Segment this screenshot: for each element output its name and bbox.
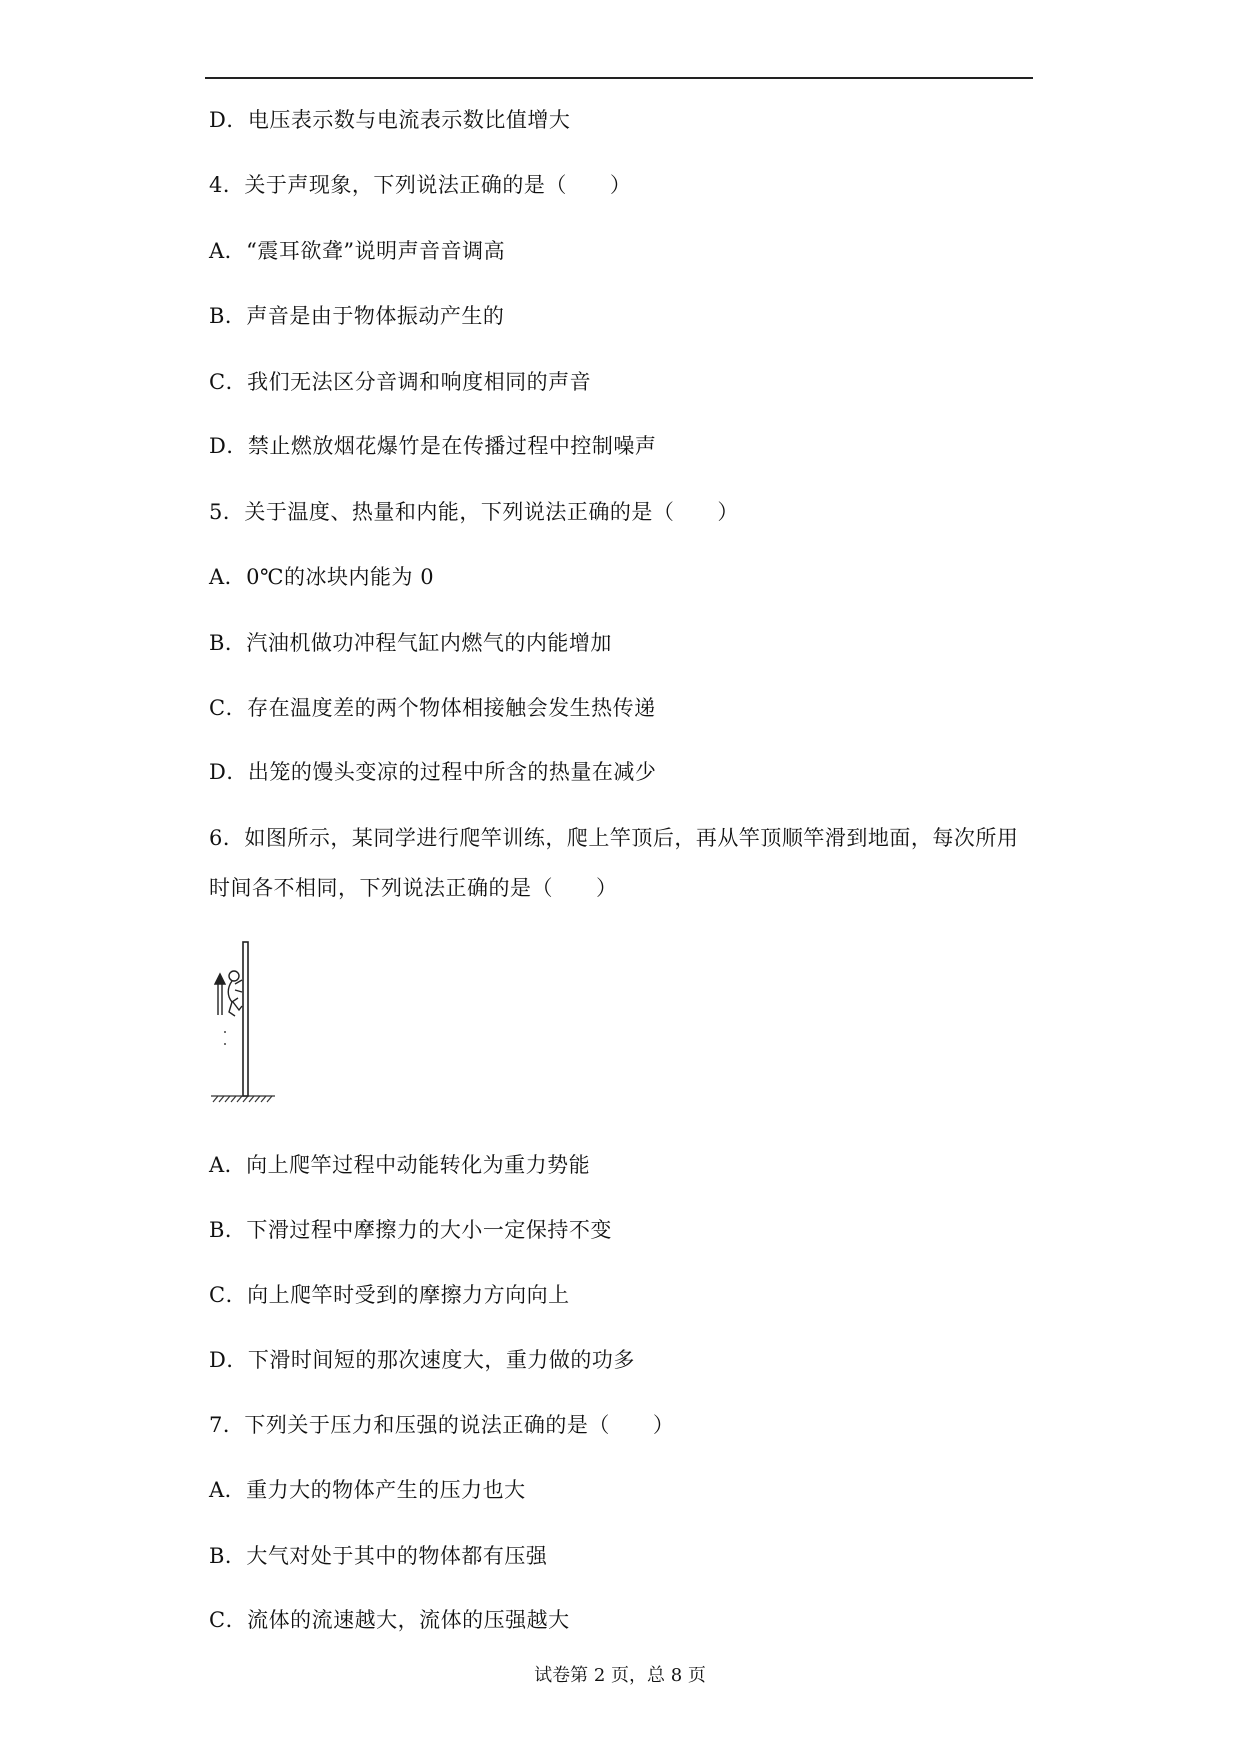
q6-option-a: A．向上爬竿过程中动能转化为重力势能 bbox=[209, 1153, 591, 1177]
q6-option-c: C．向上爬竿时受到的摩擦力方向向上 bbox=[209, 1283, 570, 1307]
q7-stem: 7．下列关于压力和压强的说法正确的是（ ） bbox=[209, 1413, 675, 1437]
q4-stem: 4．关于声现象，下列说法正确的是（ ） bbox=[209, 173, 632, 197]
dots bbox=[224, 1031, 226, 1045]
q5-option-c: C．存在温度差的两个物体相接触会发生热传递 bbox=[209, 696, 656, 720]
q4-option-a: A．“震耳欲聋”说明声音音调高 bbox=[209, 239, 506, 263]
q5-stem: 5．关于温度、热量和内能，下列说法正确的是（ ） bbox=[209, 500, 739, 524]
q4-option-c: C．我们无法区分音调和响度相同的声音 bbox=[209, 370, 592, 394]
header-rule bbox=[205, 77, 1033, 79]
pole bbox=[243, 942, 248, 1096]
q6-option-d: D．下滑时间短的那次速度大，重力做的功多 bbox=[209, 1348, 635, 1372]
q4-option-b: B．声音是由于物体振动产生的 bbox=[209, 304, 505, 328]
climber-figure bbox=[228, 971, 242, 1016]
q6-stem-line1: 6．如图所示，某同学进行爬竿训练，爬上竿顶后，再从竿顶顺竿滑到地面，每次所用 bbox=[209, 826, 1019, 850]
q7-option-c: C．流体的流速越大，流体的压强越大 bbox=[209, 1608, 570, 1632]
q7-option-b: B．大气对处于其中的物体都有压强 bbox=[209, 1544, 548, 1568]
q6-stem-line2: 时间各不相同，下列说法正确的是（ ） bbox=[209, 876, 618, 900]
up-arrow-icon bbox=[215, 974, 225, 1015]
q6-option-b: B．下滑过程中摩擦力的大小一定保持不变 bbox=[209, 1218, 612, 1242]
q5-option-a: A．0℃的冰块内能为 0 bbox=[209, 565, 435, 589]
page-footer: 试卷第 2 页，总 8 页 bbox=[534, 1665, 706, 1686]
pole-climbing-figure bbox=[205, 940, 295, 1110]
q5-option-b: B．汽油机做功冲程气缸内燃气的内能增加 bbox=[209, 631, 612, 655]
ground-hatch bbox=[211, 1096, 275, 1102]
q7-option-a: A．重力大的物体产生的压力也大 bbox=[209, 1478, 526, 1502]
q5-option-d: D．出笼的馒头变凉的过程中所含的热量在减少 bbox=[209, 760, 657, 784]
q3-option-d: D．电压表示数与电流表示数比值增大 bbox=[209, 108, 571, 132]
q4-option-d: D．禁止燃放烟花爆竹是在传播过程中控制噪声 bbox=[209, 434, 657, 458]
